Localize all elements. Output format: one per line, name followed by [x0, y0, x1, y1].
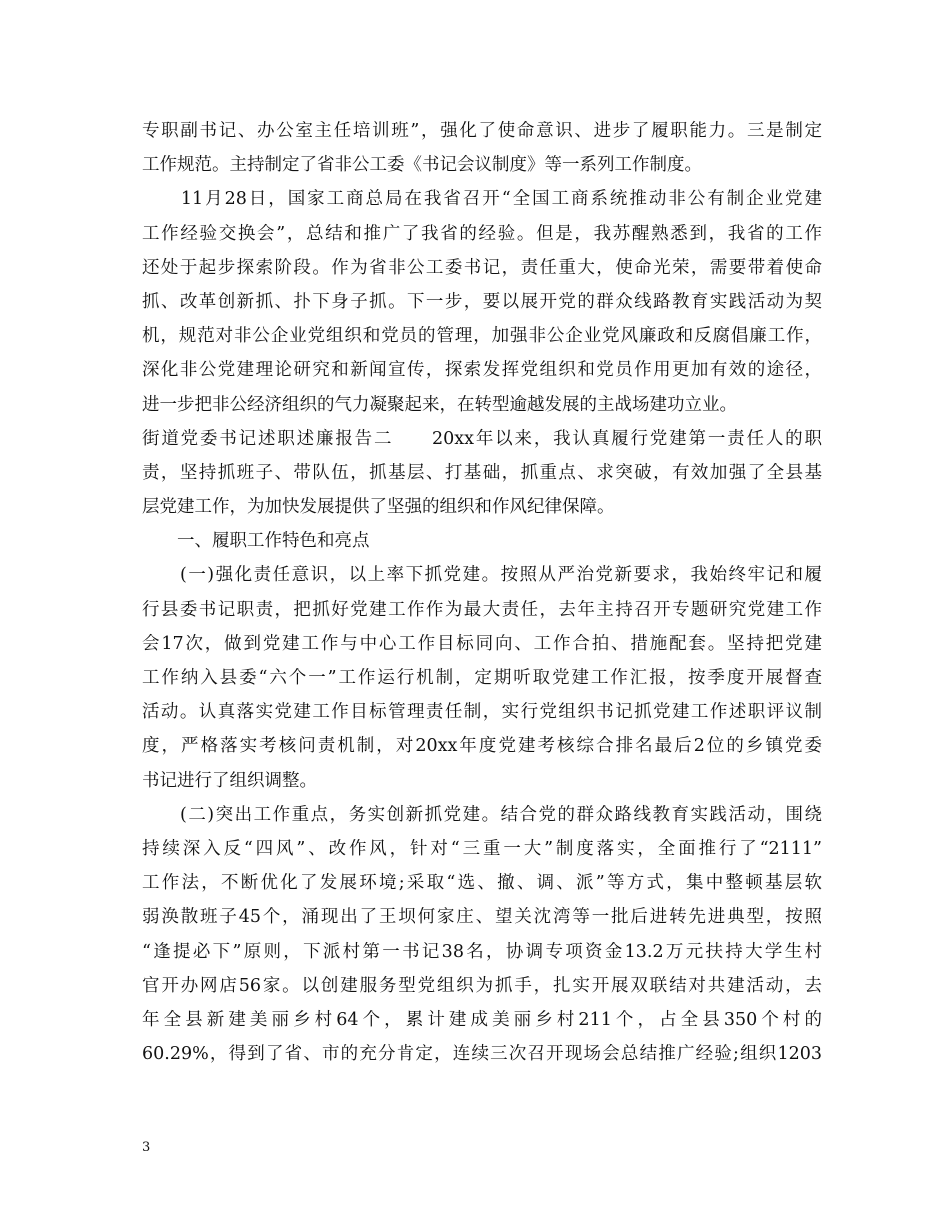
text-line: 进一步把非公经济组织的气力凝聚起来，在转型逾越发展的主战场建功立业。 [142, 394, 737, 415]
text-line: (一)强化责任意识，以上率下抓党建。按照从严治党新要求，我始终牢记和履 [142, 565, 822, 586]
text-line: 工作规范。主持制定了省非公工委《书记会议制度》等一系列工作制度。 [142, 155, 702, 176]
text-line: 行县委书记职责，把抓好党建工作作为最大责任，去年主持召开专题研究党建工作 [142, 599, 822, 620]
text-line: 还处于起步探索阶段。作为省非公工委书记，责任重大，使命光荣，需要带着使命 [142, 257, 822, 278]
text-line: (二)突出工作重点，务实创新抓党建。结合党的群众路线教育实践活动，围绕 [142, 804, 822, 825]
text-line: 层党建工作，为加快发展提供了坚强的组织和作风纪律保障。 [142, 497, 615, 518]
text-line: 工作法，不断优化了发展环境;采取“选、撤、调、派”等方式，集中整顿基层软 [142, 873, 822, 894]
text-line: 专职副书记、办公室主任培训班”，强化了使命意识、进步了履职能力。三是制定 [142, 121, 822, 141]
text-line: 60.29%，得到了省、市的充分肯定，连续三次召开现场会总结推广经验;组织1203 [142, 1044, 822, 1065]
text-line: 抓、改革创新抓、扑下身子抓。下一步，要以展开党的群众线路教育实践活动为契 [142, 291, 822, 312]
text-line: 弱涣散班子45个，涌现出了王坝何家庄、望关沈湾等一批后进转先进典型，按照 [142, 907, 822, 928]
text-line: 一、履职工作特色和亮点 [142, 531, 370, 552]
text-line: 会17次，做到党建工作与中心工作目标同向、工作合拍、措施配套。坚持把党建 [142, 633, 822, 654]
text-line: 工作纳入县委“六个一”工作运行机制，定期听取党建工作汇报，按季度开展督查 [142, 668, 822, 688]
body-text [142, 114, 822, 1071]
text-line: “逢提必下”原则，下派村第一书记38名，协调专项资金13.2万元扶持大学生村 [142, 941, 822, 962]
text-line: 活动。认真落实党建工作目标管理责任制，实行党组织书记抓党建工作述职评议制 [142, 702, 822, 723]
text-line: 官开办网店56家。以创建服务型党组织为抓手，扎实开展双联结对共建活动，去 [142, 975, 822, 996]
text-line: 工作经验交换会”，总结和推广了我省的经验。但是，我苏醒熟悉到，我省的工作 [142, 223, 822, 244]
text-line: 街道党委书记述职述廉报告二 20xx年以来，我认真履行党建第一责任人的职 [142, 428, 822, 449]
text-line: 度，严格落实考核问责机制，对20xx年度党建考核综合排名最后2位的乡镇党委 [142, 736, 822, 757]
text-line: 年全县新建美丽乡村64个，累计建成美丽乡村211个，占全县350个村的 [142, 1009, 822, 1030]
text-line: 持续深入反“四风”、改作风，针对“三重一大”制度落实，全面推行了“2111” [142, 838, 822, 859]
text-line: 责，坚持抓班子、带队伍，抓基层、打基础，抓重点、求突破，有效加强了全县基 [142, 462, 822, 483]
text-line: 书记进行了组织调整。 [142, 770, 317, 791]
text-line: 11月28日，国家工商总局在我省召开“全国工商系统推动非公有制企业党建 [142, 189, 822, 210]
text-line: 机，规范对非公企业党组织和党员的管理，加强非公企业党风廉政和反腐倡廉工作， [142, 326, 822, 347]
text-line: 深化非公党建理论研究和新闻宣传，探索发挥党组织和党员作用更加有效的途径， [142, 360, 822, 381]
page-number: 3 [142, 1140, 151, 1155]
